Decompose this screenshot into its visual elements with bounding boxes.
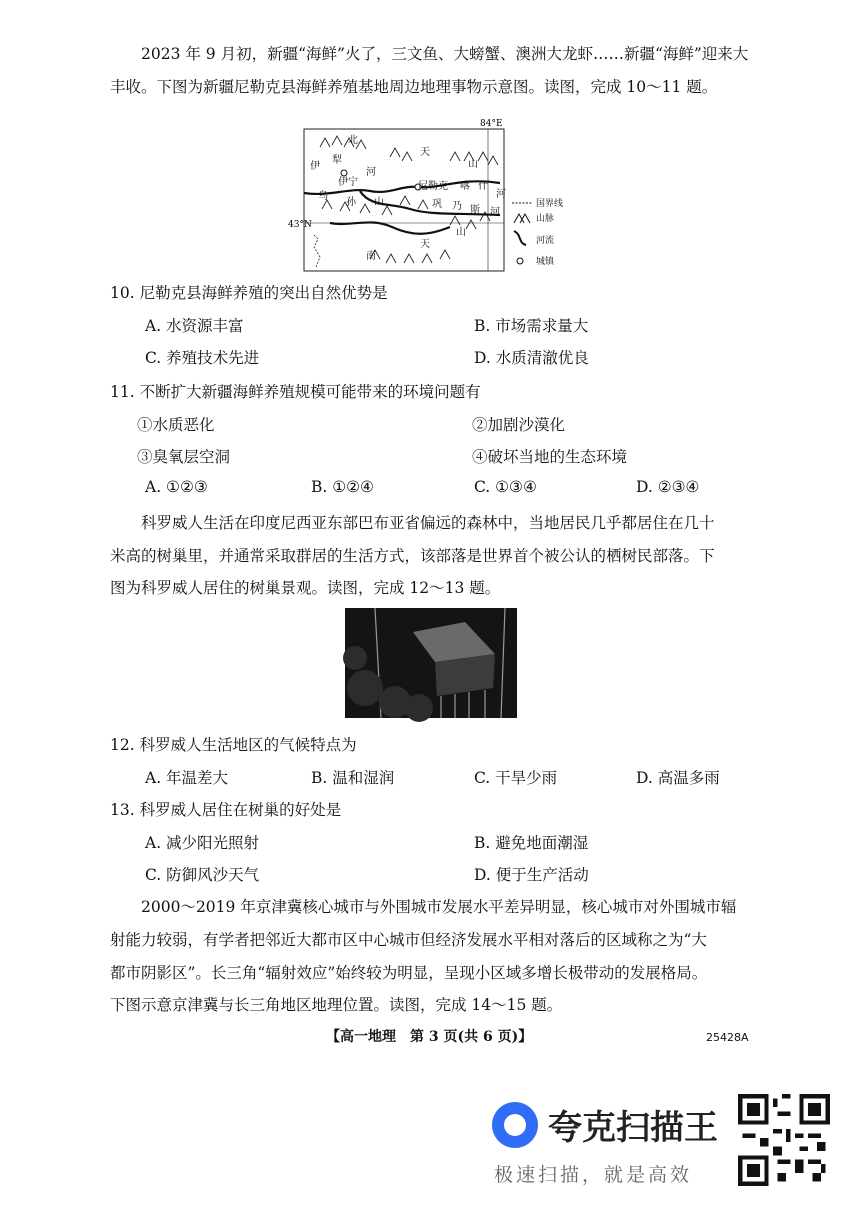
map-label: 尼勒克 xyxy=(418,181,448,192)
intro3-line4: 下图示意京津冀与长三角地区地理位置。读图，完成 14～15 题。 xyxy=(110,996,563,1014)
q11-option-d[interactable]: D. ②③④ xyxy=(636,478,700,496)
map-label: 伊宁 xyxy=(338,177,358,188)
intro2-line3: 图为科罗威人居住的树巢景观。读图，完成 12～13 题。 xyxy=(110,579,501,597)
intro2-line1: 科罗威人生活在印度尼西亚东部巴布亚省偏远的森林中，当地居民几乎都居住在几十 xyxy=(141,514,715,532)
quark-logo-icon xyxy=(492,1102,538,1148)
q11-option-a[interactable]: A. ①②③ xyxy=(145,478,208,496)
map-label: 河 xyxy=(496,189,506,200)
map-label: 山 xyxy=(468,159,478,170)
q10-option-b[interactable]: B. 市场需求量大 xyxy=(474,317,589,335)
intro3-line2: 射能力较弱，有学者把邻近大都市区中心城市但经济发展水平相对落后的区域称之为“大 xyxy=(110,931,707,949)
intro1-line2: 丰收。下图为新疆尼勒克县海鲜养殖基地周边地理事物示意图。读图，完成 10～11 题。 xyxy=(110,78,718,96)
river-icon xyxy=(514,231,526,245)
intro3-line3: 都市阴影区”。长三角“辐射效应”始终较为明显，呈现小区域多增长极带动的发展格局。 xyxy=(110,964,708,982)
map-label: 什 xyxy=(478,181,488,192)
town-yining xyxy=(341,170,347,176)
intro2-line2: 米高的树巢里，并通常采取群居的生活方式，该部落是世界首个被公认的栖树民部落。下 xyxy=(110,547,715,565)
map-label: 河 xyxy=(366,167,376,178)
q11-stem: 11. 不断扩大新疆海鲜养殖规模可能带来的环境问题有 xyxy=(110,383,481,401)
q13-stem: 13. 科罗威人居住在树巢的好处是 xyxy=(110,801,342,819)
legend-label: 国界线 xyxy=(536,199,564,209)
lat-label: 43°N xyxy=(288,220,312,230)
q13-option-b[interactable]: B. 避免地面潮湿 xyxy=(474,834,589,852)
exam-code: 25428A xyxy=(706,1031,749,1044)
map-label: 孙 xyxy=(346,197,356,208)
q11-option-c[interactable]: C. ①③④ xyxy=(474,478,537,496)
q10-option-a[interactable]: A. 水资源丰富 xyxy=(145,317,244,335)
map-label: 乃 xyxy=(452,201,462,212)
q13-option-a[interactable]: A. 减少阳光照射 xyxy=(145,834,260,852)
q10-option-d[interactable]: D. 水质清澈优良 xyxy=(474,349,589,367)
q12-option-d[interactable]: D. 高温多雨 xyxy=(636,769,720,787)
q12-stem: 12. 科罗威人生活地区的气候特点为 xyxy=(110,736,357,754)
map-label: 北 xyxy=(348,135,358,146)
map-label: 犁 xyxy=(332,155,342,166)
map-label: 天 xyxy=(420,239,430,250)
map-label: 乌 xyxy=(318,191,328,202)
map-label: 天 xyxy=(420,147,430,158)
brand-slogan: 极速扫描，就是高效 xyxy=(494,1164,693,1186)
treehouse-photo xyxy=(345,608,517,718)
map-label: 河 xyxy=(490,207,500,218)
map-label: 伊 xyxy=(310,161,320,172)
scanner-watermark xyxy=(492,1098,732,1186)
legend-label: 山脉 xyxy=(536,214,555,224)
q11-item-1: ①水质恶化 xyxy=(137,416,215,434)
q11-item-4: ④破坏当地的生态环境 xyxy=(472,448,628,466)
map-label: 巩 xyxy=(432,199,442,210)
legend-label: 河流 xyxy=(536,236,555,246)
page-footer: 【高一地理 第 3 页(共 6 页)】 xyxy=(326,1029,533,1045)
map-label: 山 xyxy=(374,197,384,208)
q10-option-c[interactable]: C. 养殖技术先进 xyxy=(145,349,260,367)
q11-option-b[interactable]: B. ①②④ xyxy=(311,478,374,496)
brand-name: 夸克扫描王 xyxy=(548,1108,718,1148)
lon-label: 84°E xyxy=(480,119,503,129)
geography-map xyxy=(288,117,564,277)
qr-code-icon xyxy=(738,1094,830,1186)
intro3-line1: 2000～2019 年京津冀核心城市与外围城市发展水平差异明显，核心城市对外围城市辐 xyxy=(141,898,737,916)
intro1-line1: 2023 年 9 月初，新疆“海鲜”火了，三文鱼、大螃蟹、澳洲大龙虾……新疆“海鲜”迎来大 xyxy=(141,45,749,63)
q12-option-a[interactable]: A. 年温差大 xyxy=(145,769,229,787)
q11-item-3: ③臭氧层空洞 xyxy=(137,448,231,466)
legend-label: 城镇 xyxy=(536,257,555,267)
town-icon xyxy=(517,258,523,264)
map-label: 山 xyxy=(456,227,466,238)
q13-option-c[interactable]: C. 防御风沙天气 xyxy=(145,866,260,884)
mountain-icon xyxy=(514,214,530,223)
q11-item-2: ②加剧沙漠化 xyxy=(472,416,566,434)
q12-option-c[interactable]: C. 干旱少雨 xyxy=(474,769,558,787)
q13-option-d[interactable]: D. 便于生产活动 xyxy=(474,866,589,884)
map-label: 南 xyxy=(366,251,376,262)
q10-stem: 10. 尼勒克县海鲜养殖的突出自然优势是 xyxy=(110,284,388,302)
map-label: 斯 xyxy=(470,205,480,216)
map-label: 喀 xyxy=(460,181,470,192)
q12-option-b[interactable]: B. 温和湿润 xyxy=(311,769,395,787)
